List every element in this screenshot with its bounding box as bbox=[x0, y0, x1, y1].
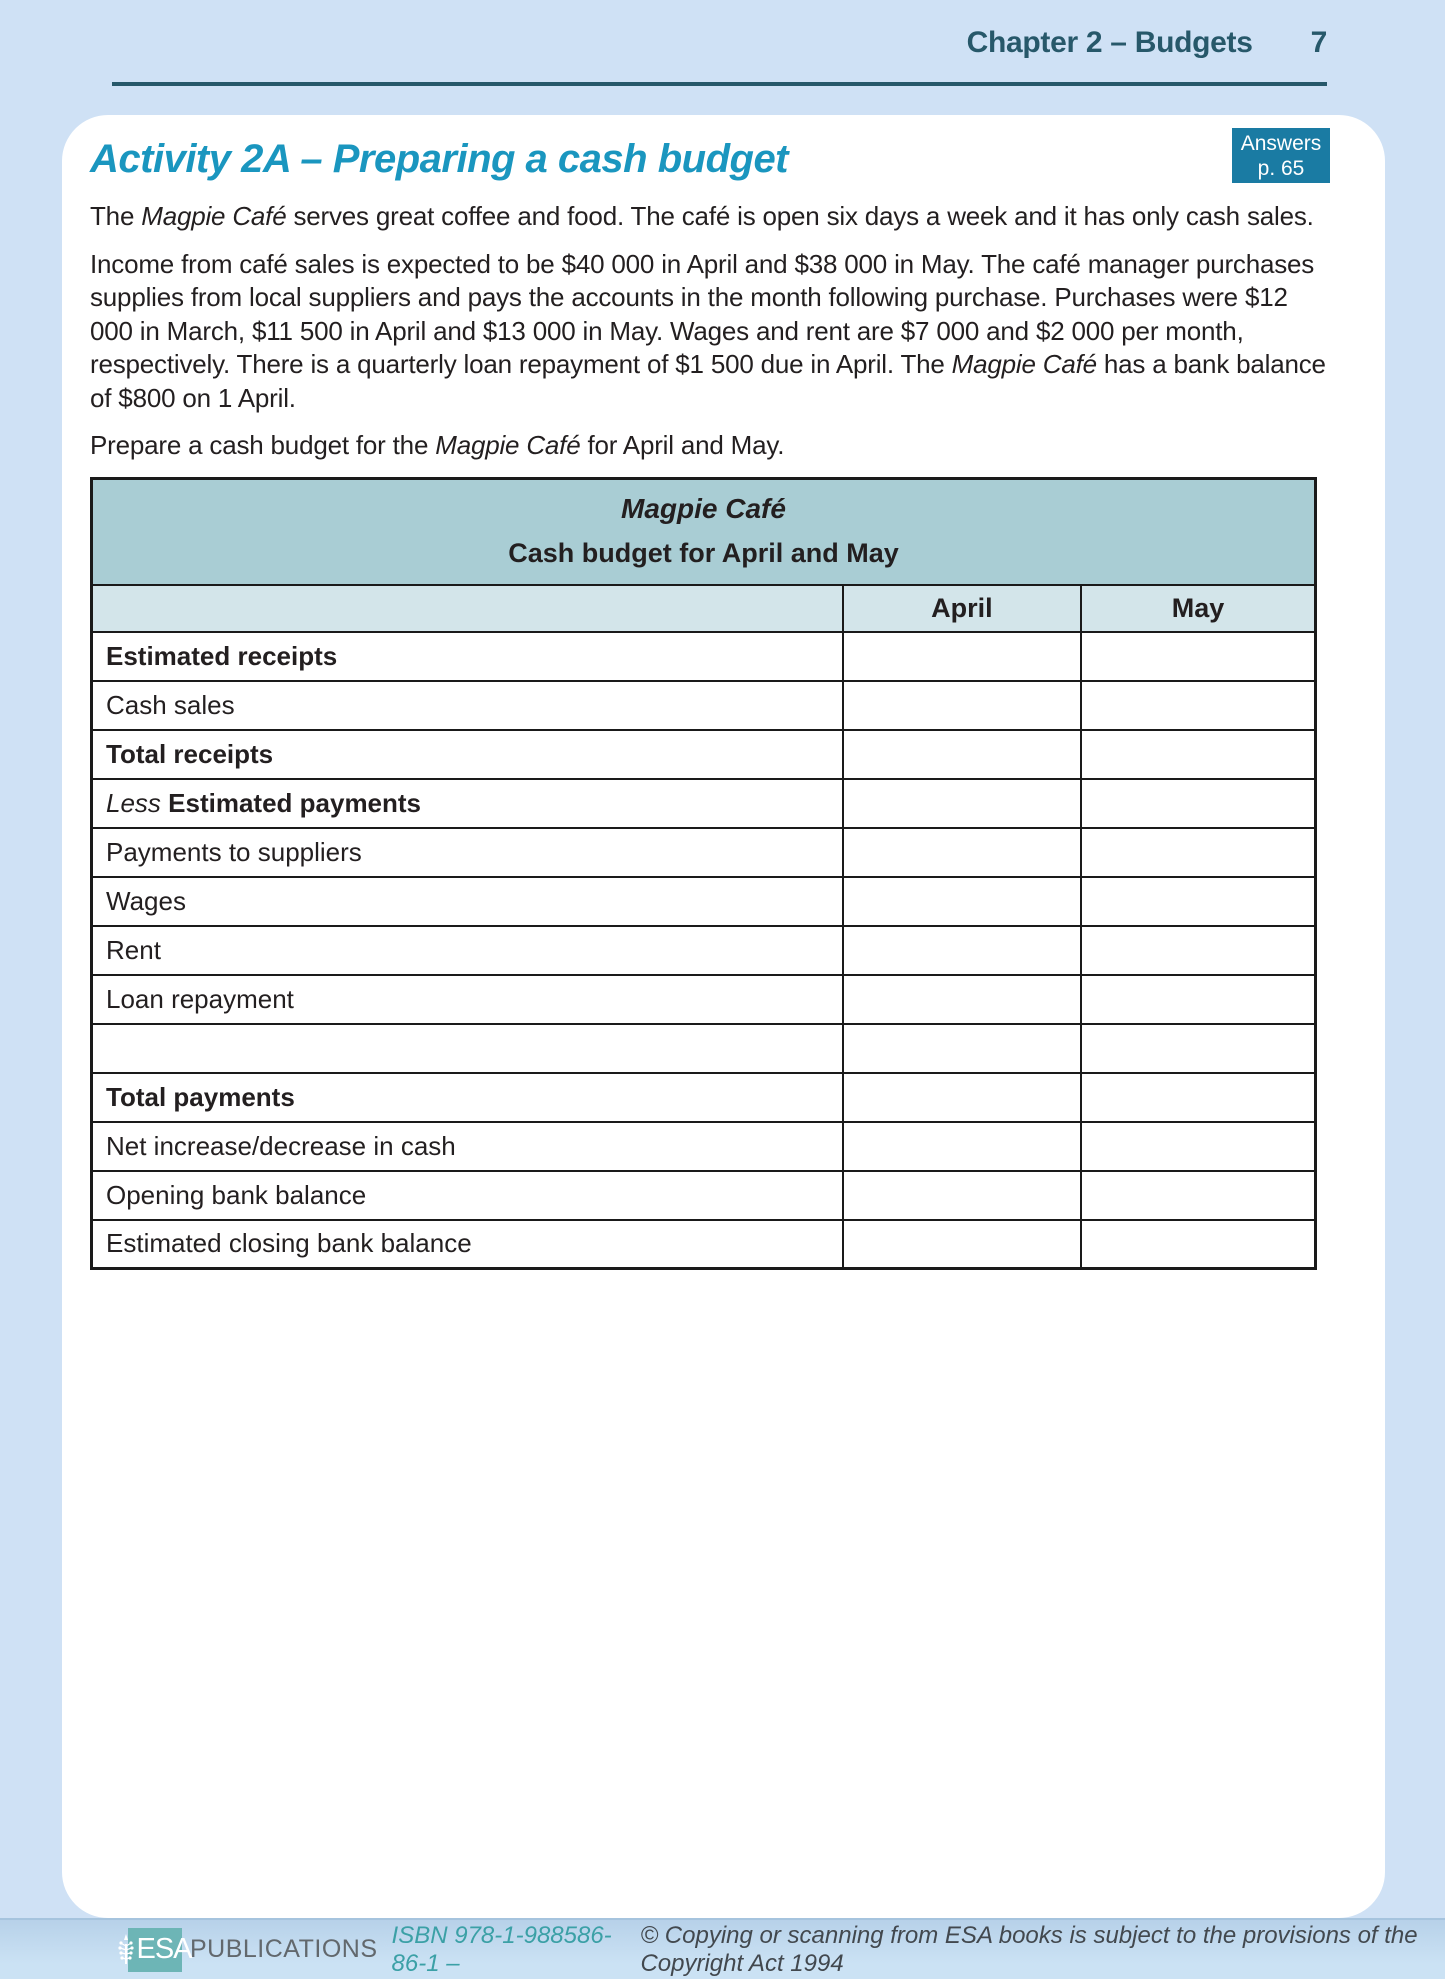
cell-may bbox=[1081, 828, 1315, 877]
cell-april bbox=[843, 1073, 1081, 1122]
esa-logo bbox=[128, 1928, 192, 1972]
answers-badge-page: p. 65 bbox=[1257, 156, 1305, 180]
cell-april bbox=[843, 828, 1081, 877]
table-row bbox=[92, 1171, 1316, 1220]
table-row bbox=[92, 1073, 1316, 1122]
page-number: 7 bbox=[1310, 26, 1327, 59]
text-segment: Payments to suppliers bbox=[106, 836, 362, 867]
text-segment: Estimated closing bank balance bbox=[106, 1228, 472, 1259]
text-segment: Wages bbox=[106, 885, 186, 916]
row-label bbox=[92, 1220, 843, 1269]
intro-paragraphs bbox=[90, 200, 1330, 463]
text-segment: Less bbox=[106, 787, 169, 818]
cell-april bbox=[843, 730, 1081, 779]
row-label bbox=[92, 1122, 843, 1171]
row-label bbox=[92, 681, 843, 730]
table-row bbox=[92, 681, 1316, 730]
footer-bar bbox=[0, 1918, 1445, 1979]
cell-may bbox=[1081, 1024, 1315, 1073]
cell-may bbox=[1081, 1073, 1315, 1122]
table-title-cell bbox=[92, 478, 1316, 585]
column-header-april: April bbox=[843, 585, 1081, 632]
page-header bbox=[967, 26, 1327, 60]
row-label bbox=[92, 975, 843, 1024]
column-header-may: May bbox=[1081, 585, 1315, 632]
cell-april bbox=[843, 1220, 1081, 1269]
table-row bbox=[92, 975, 1316, 1024]
text-segment: Magpie Café bbox=[141, 201, 287, 231]
paragraph bbox=[90, 429, 1330, 463]
text-segment: Magpie Café bbox=[951, 349, 1097, 379]
table-row bbox=[92, 926, 1316, 975]
table-title-caption: Cash budget for April and May bbox=[508, 537, 899, 568]
row-label bbox=[92, 1171, 843, 1220]
row-label bbox=[92, 828, 843, 877]
cell-april bbox=[843, 877, 1081, 926]
row-label bbox=[92, 730, 843, 779]
text-segment: Prepare a cash budget for the bbox=[90, 430, 436, 460]
text-segment: Rent bbox=[106, 934, 161, 965]
row-label bbox=[92, 1024, 843, 1073]
text-segment: serves great coffee and food. The café is open six days a week and it has only cash sales. bbox=[286, 201, 1314, 231]
cell-april bbox=[843, 779, 1081, 828]
cell-april bbox=[843, 1122, 1081, 1171]
text-segment: Loan repayment bbox=[106, 983, 294, 1014]
cell-april bbox=[843, 1024, 1081, 1073]
text-segment: Net increase/decrease in cash bbox=[106, 1130, 456, 1161]
cell-may bbox=[1081, 681, 1315, 730]
text-segment: Opening bank balance bbox=[106, 1179, 367, 1210]
esa-logo-text: ESA bbox=[136, 1933, 192, 1965]
cell-may bbox=[1081, 779, 1315, 828]
table-row bbox=[92, 877, 1316, 926]
text-segment: Total payments bbox=[106, 1081, 295, 1112]
cell-may bbox=[1081, 877, 1315, 926]
cell-may bbox=[1081, 975, 1315, 1024]
table-row bbox=[92, 828, 1316, 877]
chapter-title: Chapter 2 – Budgets bbox=[966, 26, 1253, 59]
activity-title: Activity 2A – Preparing a cash budget bbox=[90, 137, 789, 181]
esa-logo-tree-icon bbox=[118, 1934, 134, 1966]
cell-may bbox=[1081, 1220, 1315, 1269]
text-segment: has a bank balance of $800 on 1 April. bbox=[90, 349, 1326, 413]
cell-april bbox=[843, 1171, 1081, 1220]
table-row bbox=[92, 1220, 1316, 1269]
isbn-text: ISBN 978-1-988586-86-1 – bbox=[391, 1921, 612, 1977]
row-label bbox=[92, 1073, 843, 1122]
row-label bbox=[92, 926, 843, 975]
cell-may bbox=[1081, 1171, 1315, 1220]
table-title-row bbox=[92, 478, 1316, 585]
row-label bbox=[92, 779, 843, 828]
header-rule bbox=[112, 82, 1327, 86]
cell-april bbox=[843, 681, 1081, 730]
table-row bbox=[92, 1024, 1316, 1073]
cell-may bbox=[1081, 926, 1315, 975]
activity-card bbox=[62, 115, 1385, 1918]
table-title-company: Magpie Café bbox=[621, 492, 786, 524]
publications-label: PUBLICATIONS bbox=[190, 1935, 378, 1963]
text-segment: Magpie Café bbox=[435, 430, 581, 460]
paragraph bbox=[90, 200, 1330, 234]
answers-badge bbox=[1232, 128, 1330, 183]
row-label bbox=[92, 877, 843, 926]
paragraph bbox=[90, 248, 1330, 416]
text-segment: The bbox=[90, 201, 142, 231]
text-segment: Cash sales bbox=[106, 689, 235, 720]
table-row bbox=[92, 632, 1316, 681]
text-segment: Total receipts bbox=[106, 738, 274, 769]
column-header-row bbox=[92, 585, 1316, 632]
table-row bbox=[92, 779, 1316, 828]
column-header-blank bbox=[92, 585, 843, 632]
copyright-text: © Copying or scanning from ESA books is subject to the provisions of the Copyright Act 1994 bbox=[640, 1921, 1418, 1977]
cell-may bbox=[1081, 730, 1315, 779]
text-segment: for April and May. bbox=[580, 430, 785, 460]
table-row bbox=[92, 1122, 1316, 1171]
text-segment: Estimated receipts bbox=[106, 640, 338, 671]
table-row bbox=[92, 730, 1316, 779]
text-segment: Estimated payments bbox=[168, 787, 422, 818]
cell-may bbox=[1081, 632, 1315, 681]
cell-april bbox=[843, 975, 1081, 1024]
row-label bbox=[92, 632, 843, 681]
cash-budget-table bbox=[90, 477, 1317, 1271]
cell-april bbox=[843, 632, 1081, 681]
text-segment: Income from café sales is expected to be $40 000 in April and $38 000 in May. The café manager purchases supplies from local suppliers and pays the accounts in the month following purchase. Purchases were $12 000 in March, $11 500 in April and $13 000 in May. Wages and rent are $7 000 and $2 000 per month, respectively. There is a quarterly loan repayment of $1 500 due in April. The bbox=[90, 248, 1315, 379]
cell-april bbox=[843, 926, 1081, 975]
answers-badge-label: Answers bbox=[1240, 131, 1322, 155]
cell-may bbox=[1081, 1122, 1315, 1171]
